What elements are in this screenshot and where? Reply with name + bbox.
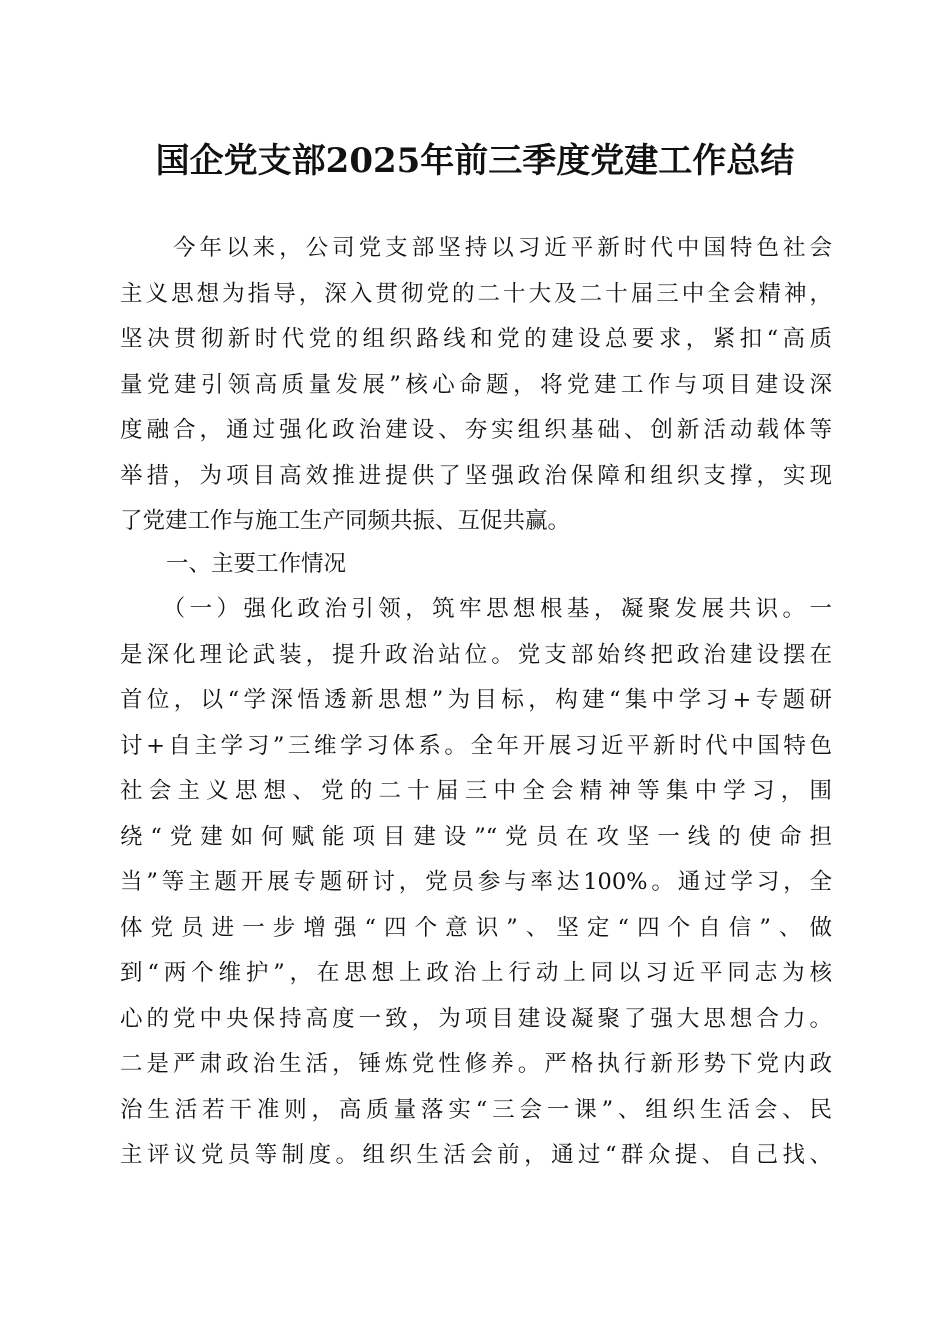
text-line: 了党建工作与施工生产同频共振、互促共赢。 xyxy=(120,508,571,534)
text-line: 体党员进一步增强“四个意识”、坚定“四个自信”、做 xyxy=(120,914,832,941)
text-line: 到“两个维护”，在思想上政治上行动上同以习近平同志为核 xyxy=(120,960,832,986)
text-line: 二是严肃政治生活，锤炼党性修养。严格执行新形势下党内政 xyxy=(120,1051,832,1077)
section-paragraph xyxy=(120,587,832,1179)
text-line: 当”等主题开展专题研讨，党员参与率达100%。通过学习，全 xyxy=(120,869,832,895)
text-line: 社会主义思想、党的二十届三中全会精神等集中学习，围 xyxy=(120,778,832,804)
text-line: 主义思想为指导，深入贯彻党的二十大及二十届三中全会精神， xyxy=(120,280,832,307)
text-line: 是深化理论武装，提升政治站位。党支部始终把政治建设摆在 xyxy=(120,641,832,668)
text-line: 首位，以“学深悟透新思想”为目标，构建“集中学习+专题研 xyxy=(120,687,832,713)
text-line: 主评议党员等制度。组织生活会前，通过“群众提、自己找、 xyxy=(120,1142,832,1168)
text-line: 量党建引领高质量发展”核心命题，将党建工作与项目建设深 xyxy=(120,371,832,398)
text-line: 举措，为项目高效推进提供了坚强政治保障和组织支撑，实现 xyxy=(120,462,832,489)
text-line: 心的党中央保持高度一致，为项目建设凝聚了强大思想合力。 xyxy=(120,1005,832,1032)
document-title: 国企党支部2025年前三季度党建工作总结 xyxy=(155,141,795,181)
text-line: 治生活若干准则，高质量落实“三会一课”、组织生活会、民 xyxy=(120,1096,832,1123)
text-line: 度融合，通过强化政治建设、夯实组织基础、创新活动载体等 xyxy=(120,417,832,443)
text-line: （一）强化政治引领，筑牢思想根基，凝聚发展共识。一 xyxy=(120,596,832,622)
text-line: 绕“党建如何赋能项目建设”“党员在攻坚一线的使命担 xyxy=(120,823,832,850)
text-line: 讨+自主学习”三维学习体系。全年开展习近平新时代中国特色 xyxy=(120,732,832,759)
intro-paragraph xyxy=(120,226,832,545)
section-heading: 一、主要工作情况 xyxy=(166,551,347,577)
text-line: 坚决贯彻新时代党的组织路线和党的建设总要求，紧扣“高质 xyxy=(120,326,832,352)
text-line: 今年以来，公司党支部坚持以习近平新时代中国特色社会 xyxy=(120,235,832,261)
